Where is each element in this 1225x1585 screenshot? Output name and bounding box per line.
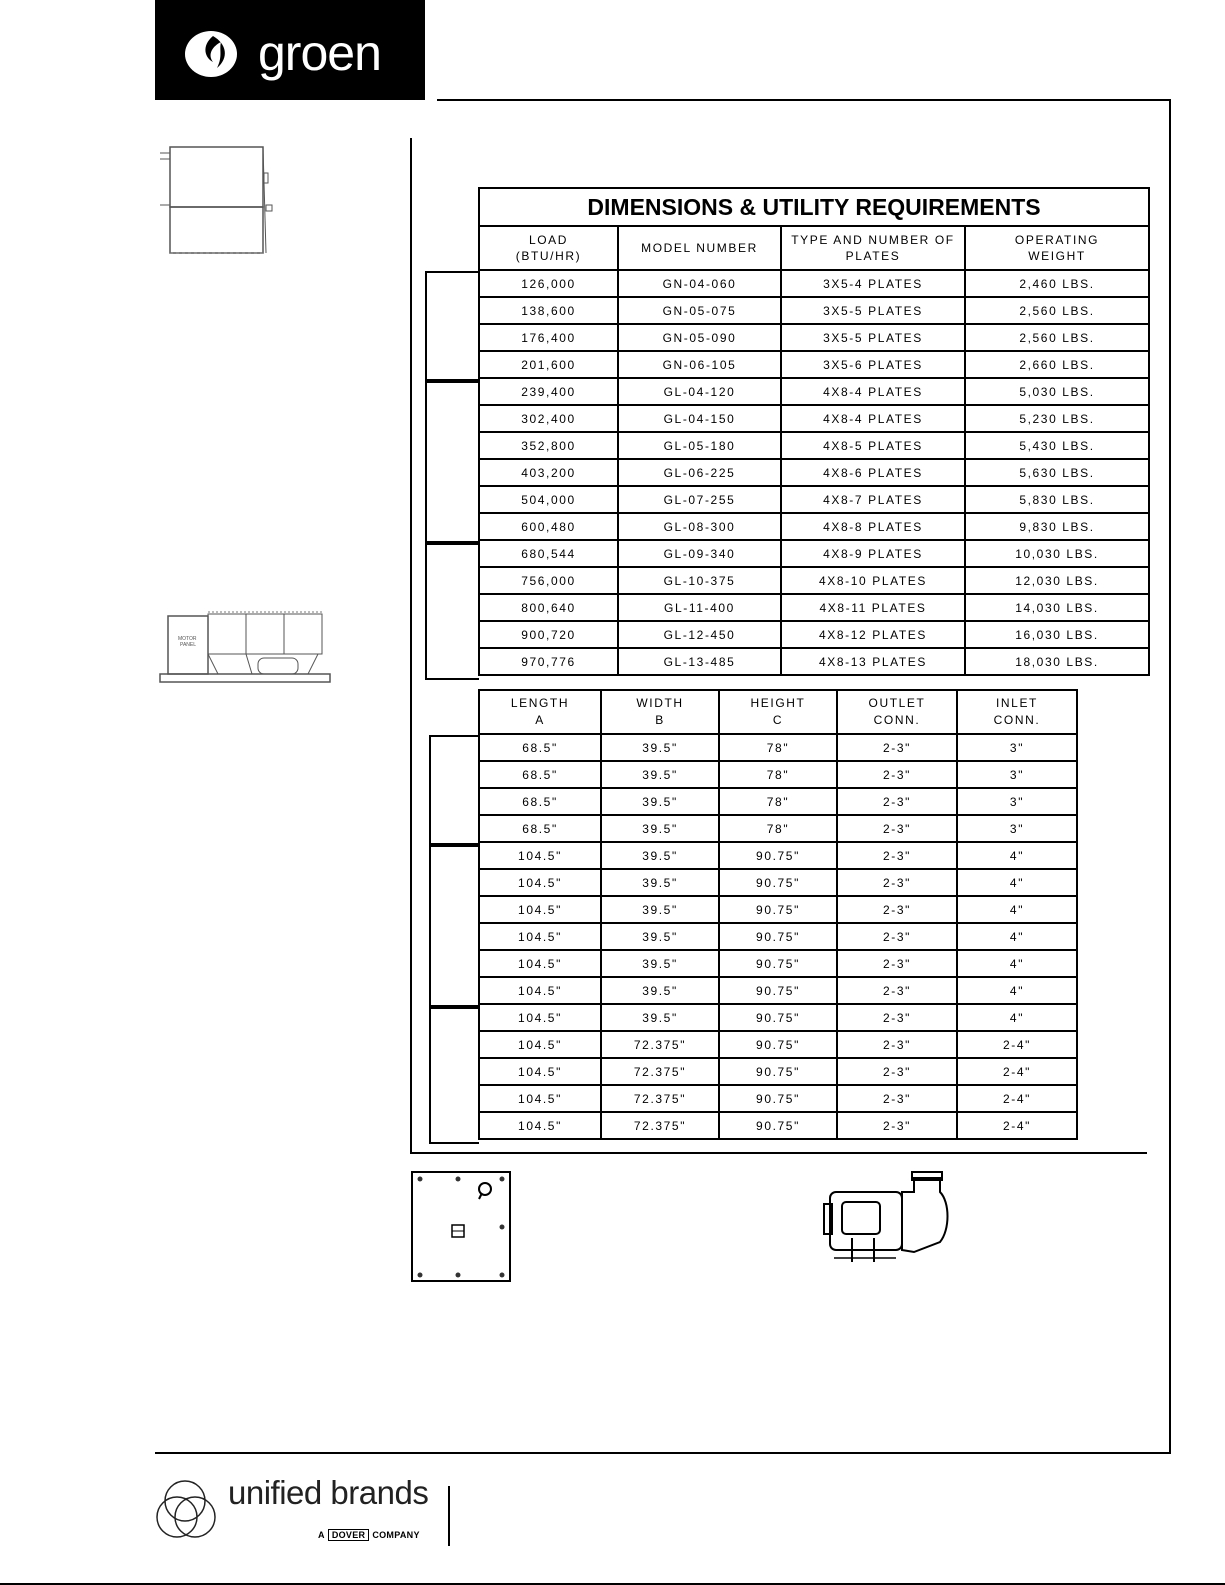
- cell-inlet: 2-4": [957, 1085, 1077, 1112]
- cell-weight: 9,830 LBS.: [965, 513, 1149, 540]
- cell-plates: 4X8-10 PLATES: [781, 567, 965, 594]
- cell-height: 78": [719, 761, 837, 788]
- content-bottom-rule: [410, 1152, 1147, 1154]
- cell-model-number: GL-10-375: [618, 567, 781, 594]
- cell-height: 78": [719, 815, 837, 842]
- cell-length: 104.5": [479, 977, 601, 1004]
- cell-inlet: 4": [957, 950, 1077, 977]
- cell-width: 72.375": [601, 1058, 719, 1085]
- group-bracket-gn-dims: [429, 735, 479, 847]
- cell-load: 900,720: [479, 621, 618, 648]
- cell-width: 39.5": [601, 869, 719, 896]
- cell-length: 104.5": [479, 1112, 601, 1139]
- header-outlet: OUTLET CONN.: [837, 690, 957, 734]
- cell-plates: 4X8-4 PLATES: [781, 378, 965, 405]
- cell-load: 680,544: [479, 540, 618, 567]
- cell-weight: 2,460 LBS.: [965, 270, 1149, 297]
- cell-outlet: 2-3": [837, 923, 957, 950]
- cell-height: 90.75": [719, 977, 837, 1004]
- table-row: [479, 734, 1077, 761]
- cell-length: 104.5": [479, 923, 601, 950]
- cell-load: 504,000: [479, 486, 618, 513]
- cell-outlet: 2-3": [837, 842, 957, 869]
- cell-load: 126,000: [479, 270, 618, 297]
- unit-elevation-drawing: [158, 143, 278, 258]
- header-inlet: INLET CONN.: [957, 690, 1077, 734]
- cell-plates: 4X8-11 PLATES: [781, 594, 965, 621]
- cell-inlet: 3": [957, 734, 1077, 761]
- cell-inlet: 3": [957, 761, 1077, 788]
- cell-outlet: 2-3": [837, 788, 957, 815]
- cell-outlet: 2-3": [837, 1058, 957, 1085]
- cell-height: 90.75": [719, 842, 837, 869]
- cell-model-number: GL-07-255: [618, 486, 781, 513]
- cell-weight: 10,030 LBS.: [965, 540, 1149, 567]
- table-title: DIMENSIONS & UTILITY REQUIREMENTS: [479, 188, 1149, 226]
- top-rule: [437, 99, 1171, 101]
- cell-model-number: GN-04-060: [618, 270, 781, 297]
- table-row: [479, 1031, 1077, 1058]
- cell-plates: 4X8-6 PLATES: [781, 459, 965, 486]
- flame-logo-icon: [183, 28, 243, 80]
- cell-length: 104.5": [479, 1085, 601, 1112]
- cell-weight: 14,030 LBS.: [965, 594, 1149, 621]
- cell-inlet: 2-4": [957, 1058, 1077, 1085]
- cell-plates: 3X5-4 PLATES: [781, 270, 965, 297]
- cell-height: 90.75": [719, 896, 837, 923]
- cell-model-number: GL-11-400: [618, 594, 781, 621]
- cell-width: 39.5": [601, 788, 719, 815]
- cell-model-number: GL-04-150: [618, 405, 781, 432]
- cell-outlet: 2-3": [837, 1085, 957, 1112]
- cell-plates: 4X8-5 PLATES: [781, 432, 965, 459]
- cell-length: 68.5": [479, 761, 601, 788]
- footer-company-name: unified brands: [228, 1474, 429, 1511]
- group-bracket-gn: [425, 271, 479, 383]
- cell-inlet: 4": [957, 1004, 1077, 1031]
- cell-load: 756,000: [479, 567, 618, 594]
- cell-inlet: 2-4": [957, 1031, 1077, 1058]
- cell-inlet: 4": [957, 923, 1077, 950]
- table-row: [479, 896, 1077, 923]
- cell-width: 39.5": [601, 815, 719, 842]
- cell-length: 104.5": [479, 869, 601, 896]
- table-row: [479, 1112, 1077, 1139]
- cell-weight: 5,230 LBS.: [965, 405, 1149, 432]
- header-weight: OPERATING WEIGHT: [965, 226, 1149, 270]
- header-length: LENGTH A: [479, 690, 601, 734]
- cell-model-number: GL-09-340: [618, 540, 781, 567]
- svg-text:MOTOR: MOTOR: [178, 636, 197, 642]
- cell-load: 403,200: [479, 459, 618, 486]
- table-row: [479, 621, 1149, 648]
- cell-load: 600,480: [479, 513, 618, 540]
- unified-brands-rings-icon: [155, 1477, 225, 1547]
- header-width: WIDTH B: [601, 690, 719, 734]
- group-bracket-gl-small: [425, 379, 479, 545]
- cell-plates: 3X5-6 PLATES: [781, 351, 965, 378]
- cell-height: 90.75": [719, 869, 837, 896]
- cell-height: 90.75": [719, 1004, 837, 1031]
- table-row: [479, 270, 1149, 297]
- cell-length: 68.5": [479, 815, 601, 842]
- cell-length: 104.5": [479, 950, 601, 977]
- cell-width: 39.5": [601, 1004, 719, 1031]
- cell-load: 352,800: [479, 432, 618, 459]
- table-row: [479, 1085, 1077, 1112]
- cell-outlet: 2-3": [837, 977, 957, 1004]
- table-row: [479, 432, 1149, 459]
- right-rule: [1169, 99, 1171, 1454]
- cell-plates: 4X8-9 PLATES: [781, 540, 965, 567]
- cell-width: 72.375": [601, 1031, 719, 1058]
- cell-length: 104.5": [479, 896, 601, 923]
- cell-load: 239,400: [479, 378, 618, 405]
- cell-width: 39.5": [601, 734, 719, 761]
- header-height: HEIGHT C: [719, 690, 837, 734]
- cell-length: 68.5": [479, 734, 601, 761]
- group-bracket-gl-large: [425, 541, 479, 680]
- cell-height: 90.75": [719, 950, 837, 977]
- table-row: [479, 567, 1149, 594]
- footer-tagline: A DOVER COMPANY: [318, 1530, 420, 1540]
- cell-plates: 4X8-7 PLATES: [781, 486, 965, 513]
- table-row: [479, 1004, 1077, 1031]
- cell-plates: 3X5-5 PLATES: [781, 324, 965, 351]
- cell-length: 104.5": [479, 842, 601, 869]
- cell-model-number: GL-04-120: [618, 378, 781, 405]
- cell-width: 39.5": [601, 923, 719, 950]
- cell-width: 39.5": [601, 896, 719, 923]
- cell-inlet: 4": [957, 977, 1077, 1004]
- cell-height: 90.75": [719, 1031, 837, 1058]
- cell-inlet: 3": [957, 815, 1077, 842]
- utility-requirements-table: [478, 187, 1150, 676]
- cell-weight: 5,630 LBS.: [965, 459, 1149, 486]
- cell-plates: 4X8-4 PLATES: [781, 405, 965, 432]
- cell-weight: 5,830 LBS.: [965, 486, 1149, 513]
- cell-width: 39.5": [601, 977, 719, 1004]
- cell-outlet: 2-3": [837, 734, 957, 761]
- cell-length: 68.5": [479, 788, 601, 815]
- cell-weight: 5,430 LBS.: [965, 432, 1149, 459]
- cell-height: 90.75": [719, 923, 837, 950]
- cell-weight: 16,030 LBS.: [965, 621, 1149, 648]
- cell-width: 72.375": [601, 1085, 719, 1112]
- svg-text:PANEL: PANEL: [180, 642, 197, 648]
- cell-outlet: 2-3": [837, 1112, 957, 1139]
- cell-plates: 3X5-5 PLATES: [781, 297, 965, 324]
- cell-weight: 12,030 LBS.: [965, 567, 1149, 594]
- cell-model-number: GN-05-090: [618, 324, 781, 351]
- cell-length: 104.5": [479, 1031, 601, 1058]
- cell-weight: 5,030 LBS.: [965, 378, 1149, 405]
- table-row: [479, 923, 1077, 950]
- cell-plates: 4X8-12 PLATES: [781, 621, 965, 648]
- cell-inlet: 3": [957, 788, 1077, 815]
- cell-model-number: GL-05-180: [618, 432, 781, 459]
- cell-model-number: GL-08-300: [618, 513, 781, 540]
- table-row: [479, 761, 1077, 788]
- dimensions-table: [478, 689, 1078, 1140]
- group-bracket-gl-large-dims: [429, 1005, 479, 1144]
- cell-load: 800,640: [479, 594, 618, 621]
- cell-model-number: GL-13-485: [618, 648, 781, 675]
- cell-weight: 2,560 LBS.: [965, 324, 1149, 351]
- cell-load: 201,600: [479, 351, 618, 378]
- cell-height: 90.75": [719, 1058, 837, 1085]
- table-row: [479, 788, 1077, 815]
- table-row: [479, 950, 1077, 977]
- cell-outlet: 2-3": [837, 1031, 957, 1058]
- group-bracket-gl-small-dims: [429, 843, 479, 1009]
- cell-height: 78": [719, 788, 837, 815]
- table-row: [479, 1058, 1077, 1085]
- cell-outlet: 2-3": [837, 761, 957, 788]
- table-row: [479, 869, 1077, 896]
- table-row: [479, 459, 1149, 486]
- cell-weight: 18,030 LBS.: [965, 648, 1149, 675]
- cell-weight: 2,560 LBS.: [965, 297, 1149, 324]
- table-header-row: [479, 690, 1077, 734]
- table-row: [479, 540, 1149, 567]
- cell-model-number: GL-06-225: [618, 459, 781, 486]
- cell-outlet: 2-3": [837, 869, 957, 896]
- cell-length: 104.5": [479, 1004, 601, 1031]
- cell-load: 176,400: [479, 324, 618, 351]
- header-plates: TYPE AND NUMBER OF PLATES: [781, 226, 965, 270]
- cell-plates: 4X8-8 PLATES: [781, 513, 965, 540]
- mounting-panel-drawing: [411, 1171, 511, 1283]
- table-row: [479, 324, 1149, 351]
- table-row: [479, 513, 1149, 540]
- content-left-rule: [410, 138, 412, 1154]
- cell-load: 970,776: [479, 648, 618, 675]
- header-model-number: MODEL NUMBER: [618, 226, 781, 270]
- cell-height: 90.75": [719, 1085, 837, 1112]
- cell-inlet: 4": [957, 842, 1077, 869]
- cell-inlet: 4": [957, 869, 1077, 896]
- cell-height: 78": [719, 734, 837, 761]
- table-row: [479, 594, 1149, 621]
- cell-outlet: 2-3": [837, 950, 957, 977]
- cell-inlet: 4": [957, 896, 1077, 923]
- pump-drawing: [822, 1172, 957, 1267]
- table-row: [479, 815, 1077, 842]
- cell-model-number: GN-05-075: [618, 297, 781, 324]
- cell-width: 39.5": [601, 842, 719, 869]
- cell-weight: 2,660 LBS.: [965, 351, 1149, 378]
- table-row: [479, 486, 1149, 513]
- cell-length: 104.5": [479, 1058, 601, 1085]
- cell-width: 72.375": [601, 1112, 719, 1139]
- cell-model-number: GN-06-105: [618, 351, 781, 378]
- footer-rule: [155, 1452, 1171, 1454]
- table-row: [479, 842, 1077, 869]
- table-row: [479, 297, 1149, 324]
- cell-outlet: 2-3": [837, 815, 957, 842]
- table-row: [479, 977, 1077, 1004]
- cell-height: 90.75": [719, 1112, 837, 1139]
- cell-model-number: GL-12-450: [618, 621, 781, 648]
- cell-width: 39.5": [601, 950, 719, 977]
- large-unit-drawing: [158, 608, 338, 693]
- cell-outlet: 2-3": [837, 896, 957, 923]
- table-row: [479, 351, 1149, 378]
- brand-name: groen: [258, 25, 381, 81]
- table-header-row: [479, 226, 1149, 270]
- footer-divider: [448, 1486, 450, 1546]
- cell-inlet: 2-4": [957, 1112, 1077, 1139]
- cell-width: 39.5": [601, 761, 719, 788]
- table-row: [479, 648, 1149, 675]
- table-row: [479, 405, 1149, 432]
- header-load: LOAD (BTU/HR): [479, 226, 618, 270]
- cell-outlet: 2-3": [837, 1004, 957, 1031]
- cell-load: 302,400: [479, 405, 618, 432]
- table-row: [479, 378, 1149, 405]
- cell-plates: 4X8-13 PLATES: [781, 648, 965, 675]
- cell-load: 138,600: [479, 297, 618, 324]
